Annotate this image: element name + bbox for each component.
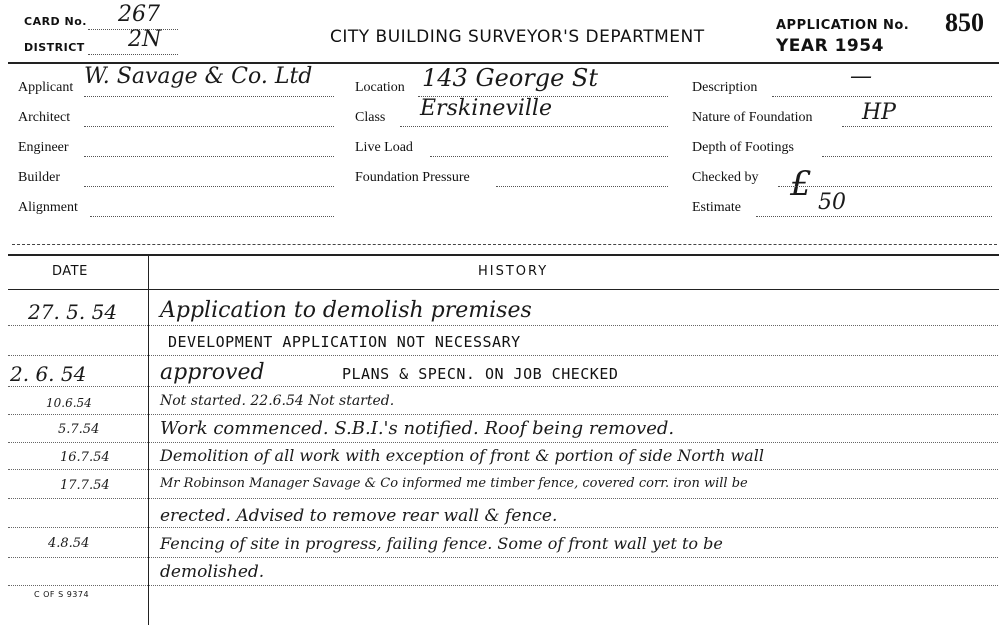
application-no-label: APPLICATION No.	[776, 18, 910, 33]
nature-of-foundation-value: HP	[862, 100, 896, 125]
history-text: erected. Advised to remove rear wall & fence.	[160, 506, 558, 526]
application-no-value: 850	[945, 8, 984, 37]
estimate-label: Estimate	[692, 200, 741, 215]
live-load-label: Live Load	[355, 140, 413, 155]
location-value: 143 George St	[422, 64, 599, 92]
history-date: 27. 5. 54	[28, 300, 118, 324]
history-date: 10.6.54	[46, 396, 92, 410]
history-text-stamp: PLANS & SPECN. ON JOB CHECKED	[342, 365, 619, 383]
applicant-label: Applicant	[18, 80, 74, 95]
card-no-label: CARD No.	[24, 15, 87, 28]
description-value: —	[850, 64, 872, 89]
history-column-header: HISTORY	[478, 264, 549, 279]
district-label: DISTRICT	[24, 41, 85, 54]
class-label: Class	[355, 110, 386, 125]
foundation-pressure-label: Foundation Pressure	[355, 170, 470, 185]
estimate-value: 50	[818, 190, 846, 215]
district-value: 2N	[128, 27, 162, 52]
form-code: C OF S 9374	[34, 590, 90, 599]
applicant-value: W. Savage & Co. Ltd	[84, 64, 313, 89]
history-date: 17.7.54	[60, 478, 110, 493]
history-text: Not started. 22.6.54 Not started.	[160, 393, 395, 409]
history-date: 4.8.54	[48, 536, 90, 551]
history-date: 16.7.54	[60, 450, 110, 465]
year-label: YEAR 1954	[776, 36, 884, 56]
history-text: Mr Robinson Manager Savage & Co informed me timber fence, covered corr. iron will be	[160, 476, 748, 491]
builder-label: Builder	[18, 170, 60, 185]
history-text: Demolition of all work with exception of front & portion of side North wall	[160, 446, 764, 465]
history-date: 5.7.54	[58, 422, 100, 437]
history-text-stamp: DEVELOPMENT APPLICATION NOT NECESSARY	[168, 333, 521, 351]
checked-by-value: £	[790, 164, 812, 204]
alignment-label: Alignment	[18, 200, 78, 215]
engineer-label: Engineer	[18, 140, 69, 155]
card-no-value: 267	[118, 2, 160, 27]
checked-by-label: Checked by	[692, 170, 759, 185]
department-title: CITY BUILDING SURVEYOR'S DEPARTMENT	[330, 27, 705, 47]
history-date: 2. 6. 54	[10, 362, 87, 386]
class-value: Erskineville	[420, 96, 552, 121]
history-text: demolished.	[160, 562, 265, 582]
history-text: approved	[160, 360, 265, 385]
nature-of-foundation-label: Nature of Foundation	[692, 110, 813, 125]
date-column-header: DATE	[52, 264, 88, 279]
location-label: Location	[355, 80, 405, 95]
architect-label: Architect	[18, 110, 71, 125]
history-text: Fencing of site in progress, failing fence. Some of front wall yet to be	[160, 534, 723, 553]
history-text: Work commenced. S.B.I.'s notified. Roof being removed.	[160, 418, 675, 439]
depth-of-footings-label: Depth of Footings	[692, 140, 794, 155]
description-label: Description	[692, 80, 758, 95]
history-text: Application to demolish premises	[160, 298, 532, 323]
